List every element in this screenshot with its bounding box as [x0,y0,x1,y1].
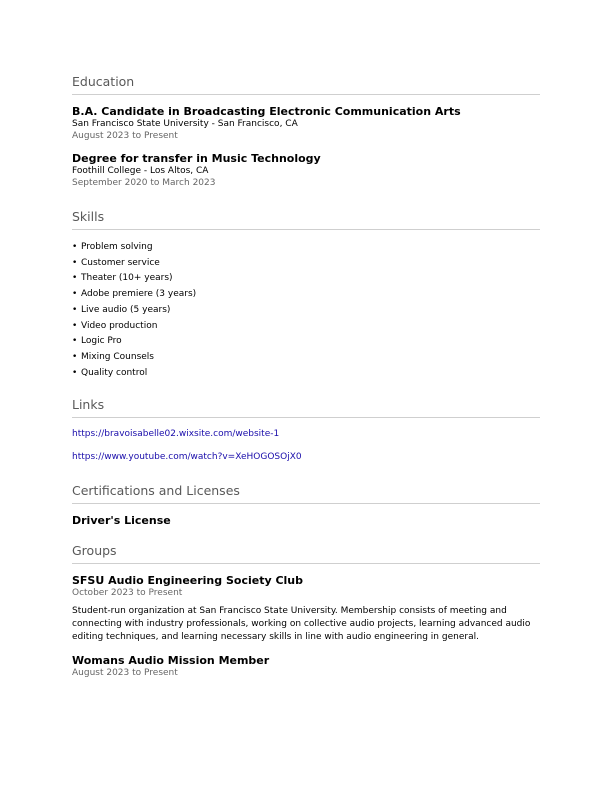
skill-label: Theater (10+ years) [81,273,173,284]
skill-label: Logic Pro [81,336,122,347]
group-title: Womans Audio Mission Member [72,654,270,668]
education-entry [72,152,540,189]
group-dates: October 2023 to Present [72,588,183,599]
group-title: SFSU Audio Engineering Society Club [72,574,304,588]
bullet-icon: • [72,351,78,362]
portfolio-link[interactable]: https://bravoisabelle02.wixsite.com/website-1 [72,429,280,440]
links-section [72,397,540,463]
bullet-icon: • [72,336,78,347]
education-title: B.A. Candidate in Broadcasting Electronic Communication Arts [72,105,461,118]
bullet-icon: • [72,289,78,300]
education-section [72,74,540,189]
youtube-link[interactable]: https://www.youtube.com/watch?v=XeHOGOSOjX0 [72,452,302,463]
skills-heading: Skills [72,209,540,230]
education-dates: September 2020 to March 2023 [72,178,216,188]
bullet-icon: • [72,257,78,268]
certifications-section [72,483,540,527]
skills-section [72,209,540,381]
certification-title: Driver's License [72,514,171,528]
education-entry [72,105,540,142]
group-dates: August 2023 to Present [72,668,178,679]
skills-list [72,240,540,381]
bullet-icon: • [72,367,78,378]
bullet-icon: • [72,242,78,252]
group-entry [72,654,540,679]
skill-label: Mixing Counsels [81,351,154,362]
skill-label: Adobe premiere (3 years) [81,289,197,300]
education-institution: Foothill College - Los Altos, CA [72,166,209,176]
links-heading: Links [72,397,540,418]
skill-item [72,366,540,382]
resume-page [72,74,540,689]
group-description: Student-run organization at San Francisco State University. Membership consists of meeting and connecting with industry professionals, working on collective audio projects, learning advanced audio editing techniques, and learning necessary skills in line with audio engineering in general. [72,606,531,643]
group-entry [72,574,540,644]
skill-item [72,303,540,319]
skill-item [72,319,540,335]
skill-label: Video production [81,320,158,331]
certifications-heading: Certifications and Licenses [72,483,540,504]
certification-entry [72,514,540,527]
bullet-icon: • [72,304,78,315]
education-heading: Education [72,74,540,95]
skill-item [72,240,540,256]
skill-item [72,287,540,303]
bullet-icon: • [72,320,78,331]
skill-item [72,334,540,350]
skill-item [72,256,540,272]
skill-item [72,271,540,287]
skill-item [72,350,540,366]
education-title: Degree for transfer in Music Technology [72,152,321,165]
skill-label: Problem solving [81,242,153,252]
groups-section [72,543,540,679]
groups-heading: Groups [72,543,540,564]
skill-label: Customer service [81,257,160,268]
skill-label: Quality control [81,367,148,378]
skill-label: Live audio (5 years) [81,304,171,315]
education-institution: San Francisco State University - San Francisco, CA [72,119,298,129]
bullet-icon: • [72,273,78,284]
education-dates: August 2023 to Present [72,131,178,141]
